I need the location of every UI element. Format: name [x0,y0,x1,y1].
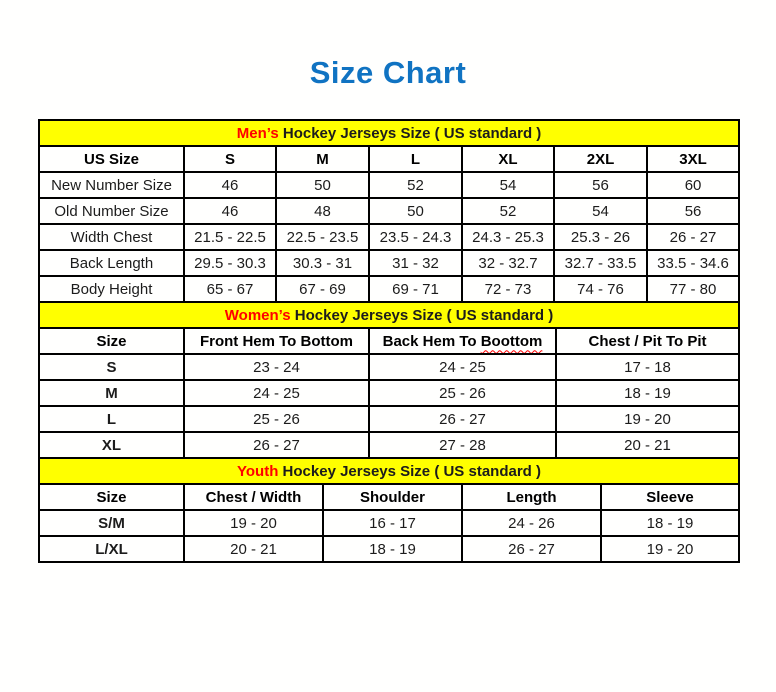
table-row [39,276,739,302]
cell: 24 - 25 [184,380,369,406]
cell: 18 - 19 [323,536,462,562]
cell: 18 - 19 [556,380,739,406]
cell: 19 - 20 [601,536,739,562]
row-label: S [39,354,184,380]
cell: 56 [647,198,739,224]
cell: 23.5 - 24.3 [369,224,462,250]
row-label: M [39,380,184,406]
mens-section-title: Hockey Jerseys Size ( US standard ) [278,124,542,142]
cell: 46 [184,198,276,224]
womens-col-size: Size [39,328,184,354]
womens-section-header-row [39,302,739,328]
cell: 27 - 28 [369,432,556,458]
mens-col-us-size: US Size [39,146,184,172]
mens-col-m: M [276,146,369,172]
mens-col-2xl: 2XL [554,146,647,172]
youth-col-shoulder: Shoulder [323,484,462,510]
page-title: Size Chart [309,55,467,90]
cell: 33.5 - 34.6 [647,250,739,276]
womens-column-header-row [39,328,739,354]
womens-col-chest: Chest / Pit To Pit [556,328,739,354]
cell: 19 - 20 [556,406,739,432]
womens-col-back-hem [369,328,556,354]
womens-size-table [38,301,740,459]
table-row [39,536,739,562]
youth-section-title: Hockey Jerseys Size ( US standard ) [278,462,541,480]
table-row [39,406,739,432]
youth-section-header [39,458,739,484]
row-label: Old Number Size [39,198,184,224]
womens-col-front-hem: Front Hem To Bottom [184,328,369,354]
youth-column-header-row [39,484,739,510]
cell: 24 - 26 [462,510,601,536]
cell: 72 - 73 [462,276,554,302]
size-chart-tables [38,119,738,563]
cell: 19 - 20 [184,510,323,536]
womens-section-header [39,302,739,328]
youth-col-size: Size [39,484,184,510]
cell: 54 [554,198,647,224]
cell: 48 [276,198,369,224]
cell: 52 [369,172,462,198]
table-row [39,354,739,380]
cell: 21.5 - 22.5 [184,224,276,250]
cell: 20 - 21 [184,536,323,562]
cell: 22.5 - 23.5 [276,224,369,250]
youth-section-header-row [39,458,739,484]
cell: 25 - 26 [369,380,556,406]
youth-size-table [38,457,740,563]
table-row [39,380,739,406]
womens-section-accent: Women’s [224,306,291,324]
cell: 32 - 32.7 [462,250,554,276]
cell: 24.3 - 25.3 [462,224,554,250]
cell: 24 - 25 [369,354,556,380]
mens-section-header-row [39,120,739,146]
cell: 69 - 71 [369,276,462,302]
table-row [39,172,739,198]
row-label: New Number Size [39,172,184,198]
youth-section-accent: Youth [237,462,279,480]
mens-col-s: S [184,146,276,172]
cell: 60 [647,172,739,198]
row-label: L/XL [39,536,184,562]
mens-section-accent: Men’s [236,124,279,142]
cell: 56 [554,172,647,198]
row-label: Body Height [39,276,184,302]
youth-col-sleeve: Sleeve [601,484,739,510]
cell: 77 - 80 [647,276,739,302]
mens-col-3xl: 3XL [647,146,739,172]
cell: 74 - 76 [554,276,647,302]
mens-size-table [38,119,740,303]
cell: 50 [276,172,369,198]
cell: 50 [369,198,462,224]
mens-col-xl: XL [462,146,554,172]
table-row [39,432,739,458]
mens-col-l: L [369,146,462,172]
cell: 23 - 24 [184,354,369,380]
cell: 30.3 - 31 [276,250,369,276]
mens-column-header-row [39,146,739,172]
cell: 26 - 27 [647,224,739,250]
cell: 32.7 - 33.5 [554,250,647,276]
table-row [39,250,739,276]
back-hem-misspelled-word: Boottom [480,332,543,350]
cell: 17 - 18 [556,354,739,380]
row-label: S/M [39,510,184,536]
cell: 29.5 - 30.3 [184,250,276,276]
table-row [39,198,739,224]
cell: 54 [462,172,554,198]
cell: 26 - 27 [369,406,556,432]
cell: 20 - 21 [556,432,739,458]
cell: 52 [462,198,554,224]
cell: 18 - 19 [601,510,739,536]
cell: 25 - 26 [184,406,369,432]
row-label: XL [39,432,184,458]
cell: 65 - 67 [184,276,276,302]
womens-section-title: Hockey Jerseys Size ( US standard ) [290,306,554,324]
table-row [39,224,739,250]
cell: 26 - 27 [462,536,601,562]
youth-col-chest-width: Chest / Width [184,484,323,510]
row-label: Width Chest [39,224,184,250]
row-label: L [39,406,184,432]
cell: 26 - 27 [184,432,369,458]
back-hem-prefix: Back Hem To [382,332,481,350]
table-row [39,510,739,536]
cell: 46 [184,172,276,198]
cell: 31 - 32 [369,250,462,276]
cell: 16 - 17 [323,510,462,536]
row-label: Back Length [39,250,184,276]
cell: 67 - 69 [276,276,369,302]
youth-col-length: Length [462,484,601,510]
cell: 25.3 - 26 [554,224,647,250]
mens-section-header [39,120,739,146]
